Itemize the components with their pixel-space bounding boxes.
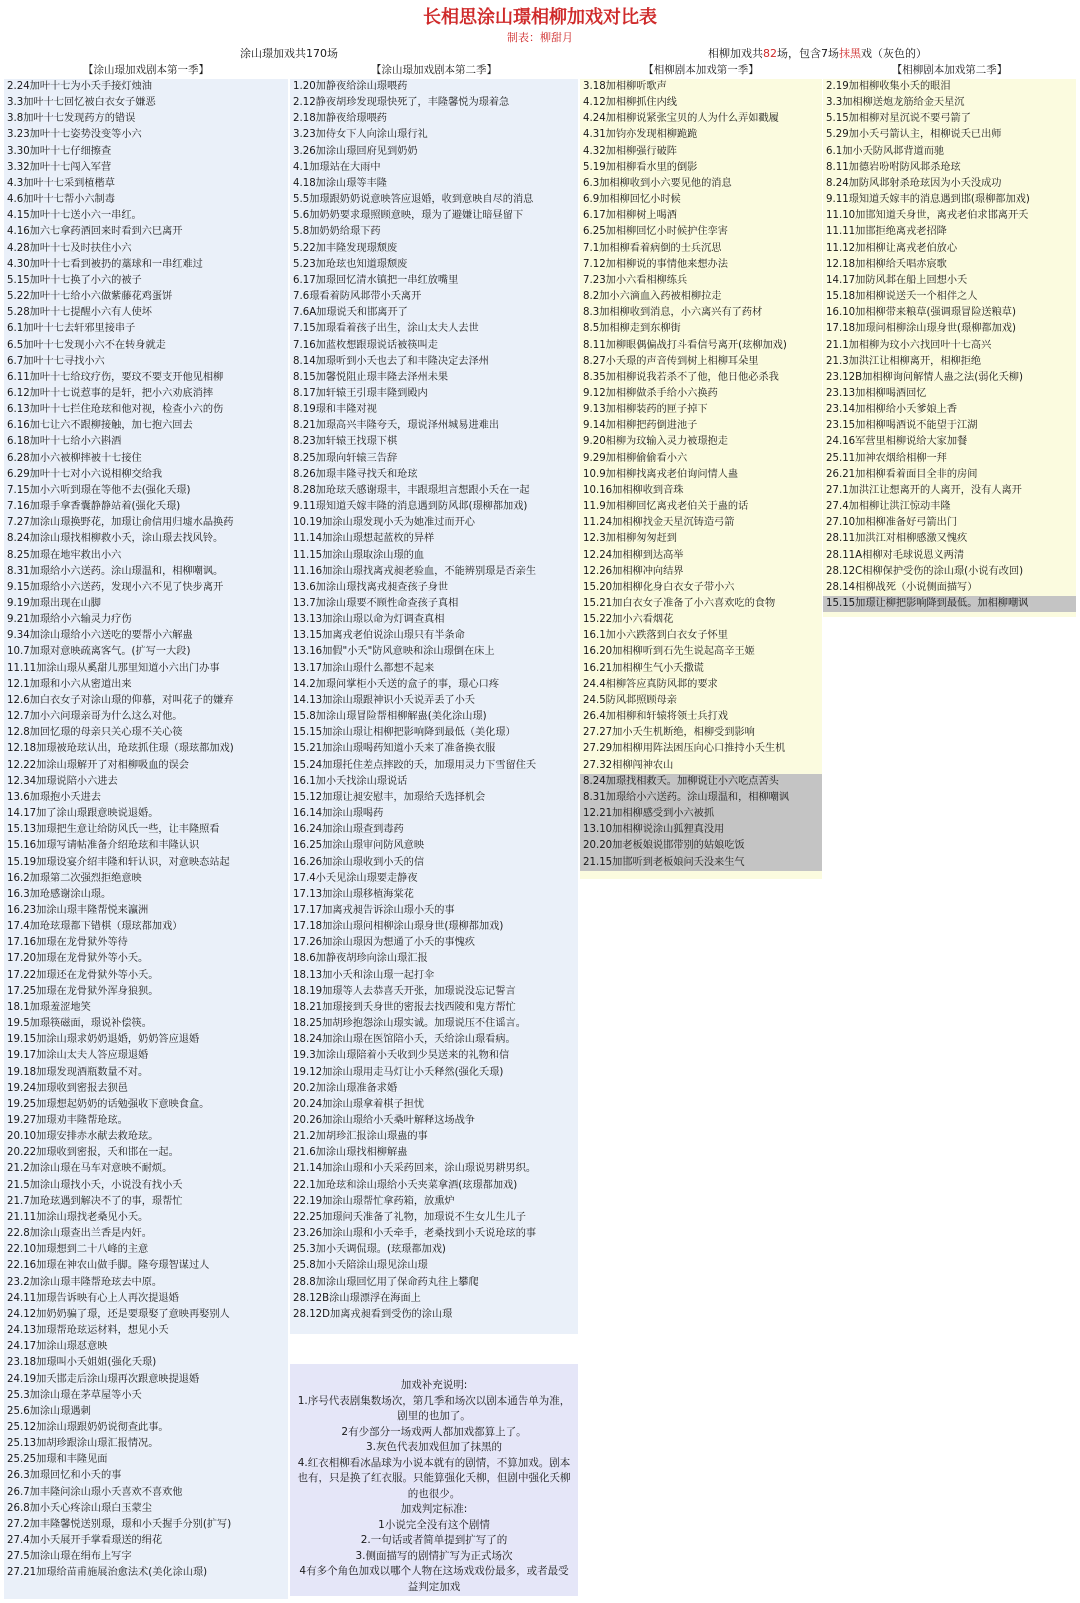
- note-line: 加戏判定标准:: [400, 1503, 468, 1515]
- column-xiangliu-s1: [580, 79, 822, 879]
- summary-xiangliu-red: 抹黑: [839, 47, 861, 60]
- list-item: 17.17加离戎昶告诉涂山璟小夭的事: [293, 904, 455, 916]
- list-item: 13.15加离戎老伯说涂山璟只有半条命: [293, 630, 465, 642]
- list-item: 8.24加璟找相救夭。加柳说让小六吃点苦头: [580, 774, 822, 790]
- list-item: 22.1加玱玹和涂山璟给小夭夹菜拿酒(玹璟都加戏): [293, 1179, 518, 1191]
- list-item: 23.2加涂山璟丰隆帮玱玹去中原。: [7, 1276, 163, 1288]
- list-item: 16.10加相柳带来粮草(强调璟冒险送粮草): [826, 307, 1016, 319]
- list-item: 24.12加奶奶骗了璟，还是要璟娶了意映再娶别人: [7, 1308, 230, 1320]
- list-item: 11.24加相柳找金天星沉铸造弓箭: [583, 517, 735, 529]
- list-item: 5.23加玱玹也知道璟颓废: [293, 258, 408, 270]
- list-item: 24.4相柳答应真防风邶的要求: [583, 678, 718, 690]
- list-item: 17.25加璟在龙骨狱外浑身狼狈。: [7, 985, 159, 997]
- page-title: 长相思涂山璟相柳加戏对比表: [423, 7, 657, 28]
- list-item: 3.26加涂山璟回府见到奶奶: [293, 145, 418, 157]
- list-item: 17.26加涂山璟因为想通了小夭的事愧疚: [293, 937, 475, 949]
- summary-xiangliu: [708, 47, 927, 61]
- list-item: 19.17加涂山太夫人答应璟退婚: [7, 1050, 149, 1062]
- list-item: 28.14相柳战死（小说侧面描写）: [826, 581, 978, 593]
- list-item: 18.19加璟等人去恭喜夭开张，加璟说没忘记誓言: [293, 985, 516, 997]
- list-item: 17.18加涂山璟问相柳涂山璟身世(璟柳都加戏): [293, 921, 504, 933]
- list-item: 18.25加胡珍抱怨涂山璟实诚。加璟说压不住谣言。: [293, 1018, 526, 1030]
- list-item: 26.7加丰隆问涂山璟小夭喜欢不喜欢他: [7, 1486, 183, 1498]
- list-item: 6.7加叶十七寻找小六: [7, 355, 105, 367]
- list-item: 26.8加小夭心疼涂山璟白玉蒙尘: [7, 1502, 152, 1514]
- list-item: 7.12加相柳说的事情他来想办法: [583, 258, 728, 270]
- list-item: 8.28加玱玹夭感谢璟丰，丰跟璟坦言想跟小夭在一起: [293, 484, 530, 496]
- list-item: 21.2加胡珍汇报涂山璟蛊的事: [293, 1131, 428, 1143]
- list-item: 27.10加相柳准备好弓箭出门: [826, 517, 958, 529]
- list-item: 9.11璟知道夭嫁丰隆的消息遇到防风邶(璟柳都加戏): [293, 501, 528, 513]
- list-item: 8.24加涂山璟找相柳救小夭，涂山璟去找风铃。: [7, 533, 224, 545]
- list-item: 12.18加璟被玱玹认出，玱玹抓住璟（璟玹都加戏): [7, 743, 234, 755]
- list-item: 9.21加璟给小六输灵力疗伤: [7, 614, 132, 626]
- list-item: 14.2加璟问掌柜小夭送的盒子的事，璟心口疼: [293, 678, 500, 690]
- list-item: 18.13加小夭和涂山璟一起打伞: [293, 969, 435, 981]
- list-item: 3.3加叶十七回忆被白衣女子嫌恶: [7, 97, 156, 109]
- list-item: 4.16加六七拿药酒回来时看到六巳离开: [7, 226, 183, 238]
- list-item: 8.25加璟在地牢救出小六: [7, 549, 122, 561]
- list-item: 6.9加相柳回忆小时候: [583, 194, 681, 206]
- list-item: 4.15加叶十七送小六一串红。: [7, 210, 142, 222]
- list-item: 21.2加涂山璟在马车对意映不耐烦。: [7, 1163, 173, 1175]
- column-header-jing-s2: 【涂山璟加戏剧本第二季】: [371, 64, 497, 76]
- list-item: 9.15加璟给小六送药，发现小六不见了快步离开: [7, 581, 224, 593]
- note-line: 加戏补充说明:: [400, 1379, 468, 1391]
- list-item: 20.10加璟安排赤水献去救玱玹。: [7, 1131, 159, 1143]
- list-item: 8.3加相柳收到消息，小六离兴有了药材: [583, 307, 763, 319]
- list-item: 16.25加涂山璟审问防风意映: [293, 840, 425, 852]
- list-item: 22.19加涂山璟帮忙拿药箱，放熏炉: [293, 1195, 455, 1207]
- list-item: 16.1加小六跌落到白衣女子怀里: [583, 630, 728, 642]
- note-line: 4有多个角色加戏以哪个人物在这场戏戏份最多，或者最受益判定加戏: [299, 1565, 569, 1593]
- list-item: 17.20加璟在龙骨狱外等小夭。: [7, 953, 149, 965]
- list-item: 25.25加璟和丰隆见面: [7, 1454, 108, 1466]
- list-item: 6.5加叶十七发现小六不在转身就走: [7, 339, 166, 351]
- note-line: 1.序号代表剧集数场次，第几季和场次以剧本通告单为准，剧里的也加了。: [297, 1394, 571, 1422]
- list-item: 4.30加叶十七看到被扔的藁球和一串红难过: [7, 258, 203, 270]
- list-item: 3.23加侍女下人向涂山璟行礼: [293, 129, 428, 141]
- list-item: 6.11加叶十七给玟疗伤，要玟不要支开他见相柳: [7, 371, 224, 383]
- list-item: 21.1加相柳为玟小六找回叶十七高兴: [826, 339, 992, 351]
- list-item: 16.1加小夭找涂山璟说话: [293, 775, 408, 787]
- list-item: 25.11加神农烟给相柳一拜: [826, 452, 947, 464]
- list-item: 28.12D加离戎昶看到受伤的涂山璟: [293, 1308, 453, 1320]
- list-item: 4.6加叶十七帮小六制毒: [7, 194, 115, 206]
- list-item: 2.24加叶十七为小夭手接灯烛油: [7, 81, 152, 92]
- list-item: 5.15加叶十七换了小六的被子: [7, 274, 142, 286]
- list-item: 9.13加相柳装药的匣子掉下: [583, 404, 708, 416]
- list-item: 6.1加小夭防风邶背道而驰: [826, 145, 945, 157]
- list-item: 15.21加涂山璟喝药知道小夭来了准备换衣服: [293, 743, 496, 755]
- list-item: 24.13加璟帮玱玹运材料，想见小夭: [7, 1325, 169, 1337]
- list-item: 8.17加轩辕王引璟丰隆到殿内: [293, 387, 428, 399]
- list-item: 6.1加叶十七去轩邪里接串子: [7, 323, 136, 335]
- list-item: 21.15加邯听到老板娘问夭没来生气: [580, 855, 822, 871]
- list-item: 12.6加白衣女子对涂山璟的仰慕，对叫花子的嫌弃: [7, 694, 234, 706]
- note-line: 2.一句话或者简单提到扩写了的: [360, 1534, 508, 1546]
- list-item: 8.25加璟向轩辕三告辞: [293, 452, 398, 464]
- list-item: 11.10加邯知道夭身世，离戎老伯求邯离开夭: [826, 210, 1029, 222]
- list-item: 5.22加叶十七给小六做紫藤花鸡蛋饼: [7, 291, 173, 303]
- list-item: 23.18加璟叫小夭姐姐(强化夭璟): [7, 1357, 157, 1369]
- page-subtitle: 制表：柳甜月: [507, 31, 573, 44]
- list-item: 12.18加相柳给夭唱赤宸歌: [826, 258, 947, 270]
- list-item: 7.16加璟手拿香囊静静站着(强化夭璟): [7, 501, 181, 513]
- summary-xiangliu-b: 场，包含7场: [777, 47, 839, 60]
- list-item: 27.32相柳闯神农山: [583, 759, 674, 771]
- list-item: 24.16军营里相柳说给大家加餐: [826, 436, 968, 448]
- list-item: 25.12加涂山璟跟奶奶说彻查此事。: [7, 1421, 169, 1433]
- summary-xiangliu-a: 相柳加戏共: [708, 47, 763, 60]
- list-item: 19.3加涂山璟陪着小夭收到少昊送来的礼物和信: [293, 1050, 510, 1062]
- list-item: 5.19加相柳看水里的倒影: [583, 161, 698, 173]
- list-item: 9.12加相柳做杀手给小六换药: [583, 387, 718, 399]
- list-item: 8.21加璟高兴丰隆夸夭，璟说泽州城易进难出: [293, 420, 500, 432]
- list-item: 26.4加相柳和轩辕将领士兵打戏: [583, 711, 728, 723]
- list-item: 18.6加静夜胡珍向涂山璟汇报: [293, 953, 428, 965]
- list-item: 7.16加蓝枚想跟璟说话被筷叫走: [293, 339, 438, 351]
- list-item: 17.18加璟问相柳涂山璟身世(璟柳都加戏): [826, 323, 1016, 335]
- list-item: 15.13加璟把生意让给防风氏一些，让丰隆照看: [7, 824, 220, 836]
- list-item: 4.32加相柳强行破阵: [583, 145, 677, 157]
- list-item: 25.8加小夭陪涂山璟见涂山璟: [293, 1260, 428, 1272]
- list-item: 5.28加叶十七提醒小六有人使坏: [7, 307, 152, 319]
- column-jing-s1: [4, 79, 288, 1599]
- list-item: 25.6加涂山璟遇刺: [7, 1405, 91, 1417]
- list-item: 8.31加璟给小六送药。涂山璟温和，相柳嘲讽。: [7, 565, 224, 577]
- list-item: 12.26加相柳冲向结界: [583, 565, 684, 577]
- list-item: 18.24加涂山璟在医馆陪小夭，夭给涂山璟看病。: [293, 1034, 516, 1046]
- list-item: 15.8加涂山璟冒险帮相柳解蛊(美化涂山璟): [293, 711, 487, 723]
- list-item: 15.12加璟让昶安慰丰，加璟给夭选择机会: [293, 791, 486, 803]
- list-item: 11.15加涂山璟取涂山璟的血: [293, 549, 425, 561]
- list-item: 5.15加相柳对星沉说不要弓箭了: [826, 113, 971, 125]
- list-item: 5.5加璟跟奶奶说意映答应退婚，收到意映自尽的消息: [293, 194, 534, 206]
- list-item: 28.8加涂山璟回忆用了保命药丸往上攀爬: [293, 1276, 479, 1288]
- column-header-xiangliu-s1: 【相柳剧本加戏第一季】: [643, 64, 759, 76]
- list-item: 15.19加璟设宴介绍丰隆和轩认识，对意映态站起: [7, 856, 230, 868]
- list-item: 16.3加玱感谢涂山璟。: [7, 888, 112, 900]
- list-item: 21.3加洪江让相柳离开，相柳拒绝: [826, 355, 982, 367]
- list-item: 27.5加涂山璟在绢布上写字: [7, 1551, 132, 1563]
- list-item: 28.12B涂山璟漂浮在海面上: [293, 1292, 421, 1304]
- list-item: 27.21加璟给苗甫施展治愈法术(美化涂山璟): [7, 1567, 208, 1579]
- list-item: 24.19加夭邯走后涂山璟再次跟意映提退婚: [7, 1373, 200, 1385]
- list-item: 4.18加涂山璟等丰隆: [293, 177, 387, 189]
- list-item: 19.25加璟想起奶奶的话勉强收下意映食盒。: [7, 1098, 210, 1110]
- list-item: 19.5加璟筷磁面，璟说补偿筷。: [7, 1018, 152, 1030]
- list-item: 15.18加相柳说送夭一个相伴之人: [826, 291, 978, 303]
- list-item: 8.31加璟给小六送药。涂山璟温和，相柳嘲讽: [580, 790, 822, 806]
- list-item: 16.23加涂山璟丰隆帮悦来瀛洲: [7, 904, 149, 916]
- list-item: 20.2加涂山璟准备求婚: [293, 1082, 398, 1094]
- list-item: 27.4加相柳让洪江惊动丰隆: [826, 501, 951, 513]
- list-item: 3.8加叶十七发现药方的错误: [7, 113, 136, 125]
- list-item: 26.21加相柳看着面目全非的房间: [826, 468, 978, 480]
- list-item: 28.11A相柳对毛球说恩义两清: [826, 549, 965, 561]
- list-item: 4.24加相柳说紧张宝贝的人为什么弄如戳履: [583, 113, 779, 125]
- column-jing-s2: [290, 79, 578, 1334]
- list-item: 6.25加相柳回忆小时候护住孪害: [583, 226, 728, 238]
- list-item: 4.3加叶十七采到植楷草: [7, 177, 115, 189]
- list-item: 9.19加璟出现在山脚: [7, 598, 101, 609]
- list-item: 22.8加涂山璟查出兰香是内奸。: [7, 1228, 152, 1240]
- list-item: 6.16加七让六不跟柳接触，加七抱六回去: [7, 420, 193, 432]
- list-item: 15.21加白衣女子准备了小六喜欢吃的食物: [583, 598, 776, 609]
- list-item: 7.1加相柳看着病倒的士兵沉思: [583, 242, 722, 254]
- list-item: 15.16加璟写请帖准备介绍玱玹和丰隆认识: [7, 840, 200, 852]
- list-item: 11.14加涂山璟想起蓝枚的异样: [293, 533, 435, 545]
- list-item: 3.18加相柳听歌声: [583, 81, 667, 92]
- list-item: 5.8加奶奶给璟下药: [293, 226, 381, 238]
- note-line: 2有少部分一场戏两人都加戏都算上了。: [341, 1425, 527, 1438]
- list-item: 8.2加小六滴血入药被相柳拉走: [583, 291, 722, 303]
- list-item: 10.16加相柳收到音珠: [583, 484, 684, 496]
- note-line: 3.灰色代表加戏但加了抹黑的: [365, 1441, 503, 1453]
- list-item: 25.3加小夭调侃璟。(玹璟都加戏): [293, 1244, 446, 1256]
- list-item: 15.20加相柳化身白衣女子带小六: [583, 581, 735, 593]
- note-line: 4.红衣相柳看冰晶球为小说本就有的剧情，不算加戏。剧本也有，只是换了红衣服。只能算强化夭柳，但剧中强化夭柳的也很少。: [297, 1456, 571, 1500]
- list-item: 2.19加相柳收集小夭的眼泪: [826, 81, 951, 92]
- list-item: 24.5防风邶照顾母亲: [583, 694, 677, 706]
- list-item: 7.6A加璟说夭和邯离开了: [293, 307, 408, 319]
- list-item: 8.11加德岩吩咐防风邶杀玱玹: [826, 161, 961, 173]
- list-item: 10.7加璟对意映疏离客气。(扩写一大段): [7, 646, 191, 658]
- list-item: 6.17加璟回忆清水镇把一串红放嘴里: [293, 274, 459, 286]
- list-item: 15.15加璟让柳把影响降到最低。加相柳嘲讽: [823, 596, 1076, 612]
- list-item: 12.24加相柳到达高举: [583, 549, 684, 561]
- list-item: 3.23加叶十七姿势没变等小六: [7, 129, 142, 141]
- list-item: 12.1加璟和小六从密道出来: [7, 678, 132, 690]
- list-item: 21.6加涂山璟找相柳解蛊: [293, 1147, 408, 1159]
- list-item: 13.16加假"小夭"防风意映和涂山璟倒在床上: [293, 646, 495, 658]
- list-item: 16.26加涂山璟收到小夭的信: [293, 856, 425, 868]
- list-item: 19.12加涂山璟用走马灯让小夭释然(强化夭璟): [293, 1066, 504, 1078]
- list-item: 16.24加涂山璟查到毒药: [293, 824, 404, 836]
- list-item: 6.17加相柳树上喝酒: [583, 210, 677, 222]
- list-item: 21.14加涂山璟和小夭采药回来，涂山璟说男耕男织。: [293, 1163, 537, 1175]
- summary-xiangliu-count: 82: [763, 47, 777, 60]
- list-item: 20.26加涂山璟给小夭桑叶解释这场战争: [293, 1115, 475, 1126]
- list-item: 27.29加相柳用阵法困压向心口推持小夭生机: [583, 743, 786, 755]
- list-item: 19.18加璟发现酒瓶数量不对。: [7, 1066, 149, 1078]
- list-item: 15.15加涂山璟让相柳把影响降到最低（美化璟）: [293, 727, 516, 739]
- list-item: 15.22加小六看烟花: [583, 614, 674, 626]
- list-item: 6.18加叶十七给小六斟酒: [7, 436, 122, 448]
- list-item: 9.29加相柳偷偷看小六: [583, 452, 688, 464]
- list-item: 16.20加相柳听到石先生说起高辛王姬: [583, 646, 755, 658]
- list-item: 19.15加涂山璟求奶奶退婚，奶奶答应退婚: [7, 1034, 200, 1046]
- list-item: 16.21加相柳生气小夭撒谎: [583, 662, 704, 674]
- list-item: 14.17加防风邶在船上回想小夭: [826, 274, 968, 286]
- summary-jing: 涂山璟加戏共170场: [240, 47, 338, 60]
- list-item: 8.27小夭璟的声音传到树上相柳耳朵里: [583, 355, 759, 367]
- list-item: 17.16加璟在龙骨狱外等待: [7, 937, 128, 949]
- list-item: 7.6璟看着防风邶带小夭离开: [293, 291, 422, 303]
- list-item: 24.11加璟告诉映有心上人再次提退婚: [7, 1292, 179, 1304]
- list-item: 9.34加涂山璟给小六送吃的要帮小六解蛊: [7, 630, 193, 642]
- list-item: 13.6加璟抱小夭进去: [7, 791, 101, 803]
- list-item: 13.13加涂山璟以命为灯调查真相: [293, 614, 445, 626]
- list-item: 17.4加玱玹璟都下错棋（璟玹都加戏）: [7, 921, 183, 933]
- list-item: 3.3加相柳送炮龙筋给金天星沉: [826, 97, 965, 109]
- list-item: 7.15加小六听到璟在等他不去(强化夭璟): [7, 484, 191, 496]
- list-item: 1.20加静夜给涂山璟喂药: [293, 81, 408, 92]
- list-item: 2.18加静夜给璟喂药: [293, 113, 387, 125]
- list-item: 16.14加涂山璟喝药: [293, 808, 384, 820]
- list-item: 27.27加小夭生机断绝，相柳受到影响: [583, 727, 755, 739]
- list-item: 23.14加相柳给小夭爹娘上香: [826, 404, 958, 416]
- list-item: 20.22加璟收到密报，夭和邯在一起。: [7, 1147, 179, 1159]
- list-item: 11.12加相柳让离戎老伯放心: [826, 242, 958, 254]
- list-item: 6.3加相柳收到小六要见他的消息: [583, 177, 732, 189]
- list-item: 19.27加璟劝丰隆帮玱玹。: [7, 1115, 128, 1126]
- list-item: 5.22加丰隆发现璟颓废: [293, 242, 398, 254]
- list-item: 24.17加涂山璟怼意映: [7, 1341, 108, 1353]
- list-item: 21.11加涂山璟找老桑见小夭。: [7, 1211, 149, 1223]
- list-item: 8.19璟和丰隆对视: [293, 404, 377, 416]
- list-item: 6.13加叶十七拦住玱玹和他对视，检查小六的伤: [7, 404, 224, 416]
- list-item: 18.1加璟羞涩地笑: [7, 1001, 91, 1013]
- list-item: 6.29加叶十七对小六说相柳交给我: [7, 468, 163, 480]
- list-item: 8.15加馨悦阻止璟丰隆去泽州未果: [293, 371, 449, 383]
- list-item: 12.21加相柳感受到小六被抓: [580, 806, 822, 822]
- list-item: 21.5加涂山璟找小夭，小说没有找小夭: [7, 1179, 183, 1191]
- list-item: 16.2加璟第二次强烈拒绝意映: [7, 872, 142, 884]
- list-item: 8.5加相柳走到东柳街: [583, 323, 681, 335]
- list-item: 6.28加小六被柳摔被十七接住: [7, 452, 142, 464]
- list-item: 5.29加小夭弓箭认主，相柳说夭已出师: [826, 129, 1002, 141]
- column-header-jing-s1: 【涂山璟加戏剧本第一季】: [83, 64, 209, 76]
- list-item: 12.22加涂山璟解开了对相柳吸血的误会: [7, 759, 189, 771]
- list-item: 2.12静夜胡珍发现璟快死了，丰隆馨悦为璟着急: [293, 97, 510, 109]
- list-item: 8.11加柳眼偶偏战打斗看信号离开(玹柳加戏): [583, 339, 787, 351]
- list-item: 20.20加老板娘说邯带别的姑娘吃饭: [580, 838, 822, 854]
- list-item: 7.15加璟看着孩子出生，涂山太夫人去世: [293, 323, 479, 335]
- list-item: 23.12B加相柳询问解情人蛊之法(弱化夭柳): [826, 371, 1023, 383]
- list-item: 22.16加璟在神农山做手脚。隆夸璟智谋过人: [7, 1260, 210, 1272]
- list-item: 4.1加璟站在大雨中: [293, 161, 381, 173]
- list-item: 21.7加玱玹遇到解决不了的事，璟帮忙: [7, 1195, 183, 1207]
- list-item: 7.27加涂山璟换野花，加璟让俞信用归墟水晶换药: [7, 517, 234, 529]
- list-item: 25.3加涂山璟在茅草屋等小夭: [7, 1389, 142, 1401]
- list-item: 9.14加相柳把药倒进池子: [583, 420, 698, 432]
- note-line: 1小说完全没有这个剧情: [378, 1518, 490, 1531]
- list-item: 9.20相柳为玟输入灵力被璟抱走: [583, 436, 728, 448]
- list-item: 25.13加胡珍跟涂山璟汇报情况。: [7, 1438, 159, 1450]
- list-item: 20.24加涂山璟拿着棋子担忧: [293, 1098, 425, 1110]
- list-item: 22.10加璟想到二十八峰的主意: [7, 1244, 149, 1256]
- list-item: 3.30加叶十七仔细擦查: [7, 145, 112, 157]
- list-item: 13.17加涂山璟什么都想不起来: [293, 662, 435, 674]
- list-item: 26.3加璟回忆和小夭的事: [7, 1470, 122, 1482]
- list-item: 10.19加涂山璟发现小夭为她准过而开心: [293, 517, 475, 529]
- list-item: 5.6加奶奶要求璟照顾意映，璟为了避嫌让暗昼留下: [293, 210, 524, 222]
- list-item: 23.26加涂山璟和小夭牵手，老桑找到小夭说玱玹的事: [293, 1228, 537, 1240]
- list-item: 17.4小夭见涂山璟要走静夜: [293, 872, 418, 884]
- list-item: 8.35加相柳说我若杀不了他，他日他必杀我: [583, 371, 779, 383]
- list-item: 14.17加了涂山璟跟意映说退婚。: [7, 808, 159, 820]
- list-item: 19.24加璟收到密报去狈邑: [7, 1082, 128, 1094]
- list-item: 27.1加洪江让想离开的人离开，没有人离开: [826, 484, 1022, 496]
- list-item: 11.16加涂山璟找离戎昶老验血，不能辨别璟是否亲生: [293, 565, 537, 577]
- column-header-xiangliu-s2: 【相柳剧本加戏第二季】: [891, 64, 1008, 76]
- notes-box: [290, 1364, 578, 1596]
- list-item: 15.24加璟托住差点摔跤的夭，加璟用灵力下雪留住夭: [293, 759, 537, 771]
- list-item: 11.9加相柳回忆离戎老伯关于蛊的话: [583, 501, 749, 513]
- list-item: 27.4加小夭展开手掌看璟送的绢花: [7, 1535, 163, 1547]
- column-xiangliu-s2: [823, 79, 1076, 617]
- list-item: 17.22加璟还在龙骨狱外等小夭。: [7, 969, 159, 981]
- summary-xiangliu-c: 戏（灰色的）: [861, 47, 927, 60]
- list-item: 13.6加涂山璟找离戎昶查孩子身世: [293, 581, 449, 593]
- list-item: 12.34加璟说陪小六进去: [7, 775, 118, 787]
- list-item: 27.2加丰隆馨悦送别璟，璟和小夭握手分别(扩写): [7, 1518, 232, 1530]
- list-item: 17.13加涂山璟移植海棠花: [293, 888, 414, 900]
- list-item: 9.11璟知道夭嫁丰的消息遇到邯(璟柳都加戏): [826, 194, 1030, 206]
- list-item: 22.25加璟问夭准备了礼物，加璟说不生女儿生儿子: [293, 1211, 526, 1223]
- list-item: 4.12加相柳抓住内线: [583, 97, 677, 109]
- list-item: 13.7加涂山璟要不顾性命查孩子真相: [293, 598, 459, 609]
- list-item: 28.12C相柳保护受伤的涂山璟(小说有改回): [826, 565, 1024, 577]
- list-item: 3.32加叶十七闯入军营: [7, 161, 112, 173]
- list-item: 13.10加相柳说涂山狐狸真没用: [580, 822, 822, 838]
- list-item: 4.31加钧亦发现相柳跪跪: [583, 129, 698, 141]
- list-item: 8.26加璟丰隆寻找夭和玱玹: [293, 468, 418, 480]
- list-item: 23.15加相柳喝酒说不能望于江湖: [826, 420, 978, 432]
- list-item: 6.12加叶十七说惹事的是轩，把小六劝底消摔: [7, 387, 214, 399]
- list-item: 23.13加相柳喝酒回忆: [826, 387, 927, 399]
- list-item: 8.24加防风邶射杀玱玹因为小夭没成功: [826, 177, 1002, 189]
- list-item: 7.23加小六看相柳练兵: [583, 274, 688, 286]
- list-item: 4.28加叶十七及时扶住小六: [7, 242, 132, 254]
- list-item: 12.8加回忆璟的母亲只关心璟不关心篌: [7, 727, 183, 739]
- list-item: 12.3加相柳匆匆赶到: [583, 533, 677, 545]
- list-item: 11.11加邯拒绝离戎老招降: [826, 226, 947, 238]
- list-item: 8.23加轩辕王找璟下棋: [293, 436, 398, 448]
- note-line: 3.侧面描写的剧情扩写为正式场次: [355, 1549, 513, 1562]
- list-item: 8.14加璟听到小夭也去了和丰隆决定去泽州: [293, 355, 489, 367]
- list-item: 10.9加相柳找离戎老伯询问情人蛊: [583, 468, 739, 480]
- list-item: 18.21加璟接到夭身世的密报去找西陵和鬼方帮忙: [293, 1001, 516, 1013]
- list-item: 28.11加洪江对相柳感激又愧疚: [826, 533, 968, 545]
- list-item: 12.7加小六问璟亲哥为什么这么对他。: [7, 711, 183, 723]
- list-item: 14.13加涂山璟跟神识小夭说弄丢了小夭: [293, 694, 475, 706]
- list-item: 11.11加涂山璟从奚甜儿那里知道小六出门办事: [7, 662, 220, 674]
